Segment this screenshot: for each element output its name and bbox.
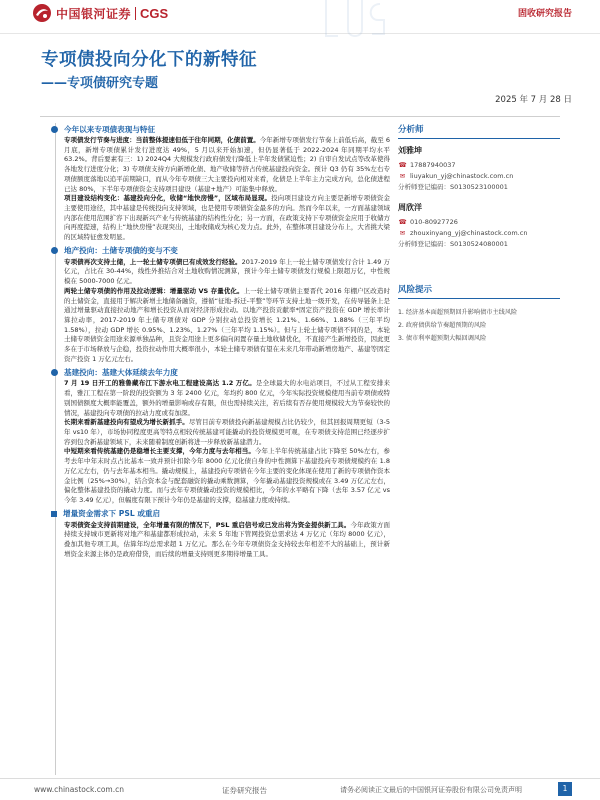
paragraph xyxy=(64,521,390,560)
section-title: 基建投向：基建大体延续去年力度 xyxy=(64,367,178,377)
paragraph-lead: 7 月 19 日开工的雅鲁藏布江下游水电工程建设高达 1.2 万亿。 xyxy=(64,379,256,388)
risk-list xyxy=(398,305,560,344)
bullet-icon xyxy=(51,126,58,133)
paragraph-lead: 专项债再次支持土储，上一轮土储专项债已有成效发行经验。 xyxy=(64,257,242,266)
sidebar xyxy=(398,123,560,344)
risk-item: 3. 债市利率超预期大幅回调风险 xyxy=(398,335,487,342)
paragraph xyxy=(64,379,390,418)
paragraph xyxy=(64,447,390,505)
paragraph-text: 今年新增专项债发行节奏上前低后高，截至 6 月底，新增专项债累计发行进度达 49%，5 月以来开始加速，但仍显著低于 2022-2024 年同期平均水平 63.2%。背后要素有三：1) 2024Q4 大规模发行政府债发行降低上半年发债紧迫性；2) 自审自发试点等改革使得各地发行进度分化；3) 专项债支持方向新增化债、地产收储等挤占传统基建投向资金。预计 Q3 仍有 35%左右专项债额度落地以追平前期缺口，而从今年专项债三大主要投向相对来看，化债是上半年主力完成方向，总化债进程已达 80%，下半年专项债资金支持项目建设（基建+地产）可能集中释放。 xyxy=(64,136,391,193)
logo-divider xyxy=(135,7,136,20)
analyst-cert: 分析师登记编码：S0130524080001 xyxy=(398,240,508,248)
paragraph-text: 是全球最大的水电站项目，不过从工程安排来看，雅江工程在第一阶段的投资额为 3 年 2400 亿元，年均约 800 亿元，今年实际投资规模使用当前专项债或特别国债额度大概率能覆盖，额外的增量影响或存有限，但也需持续关注，若后续有否存使用规模较大为节奏较快的情况，基建投向专项债的拉动力度或有加深。 xyxy=(64,379,391,417)
phone-icon: ☎ xyxy=(398,217,407,226)
paragraph-lead: 长期来看新基建投向有望成为增长新抓手。 xyxy=(64,418,189,427)
section-heading xyxy=(48,245,390,257)
analyst-card xyxy=(398,145,560,192)
email-link[interactable]: zhouxinyang_yj@chinastock.com.cn xyxy=(410,228,528,237)
page-footer xyxy=(0,778,600,800)
section-heading xyxy=(48,123,390,135)
disclaimer-link[interactable]: 请务必阅读正文最后的中国银河证券股份有限公司免责声明 xyxy=(340,786,522,794)
report-date: 2025 年 7 月 28 日 xyxy=(495,95,572,105)
phone-icon: ☎ xyxy=(398,160,407,169)
paragraph-text: 今年政策方面持续支持城市更新将对地产和基建都形成拉动，未来 5 年地下管网投资总需求达 4 万亿元（年均 8000 亿元），叠加其他专项工具，估算年均总需求超 1 万亿元。那么在今年专项债资金支持较去年相差不大的基础上，预计新增资金来源主体仍是政府借贷，而后续的增量支持则更多期待增量工具。 xyxy=(64,520,390,558)
paragraph xyxy=(64,418,390,447)
phone-number: 010-80927726 xyxy=(410,217,458,226)
page-number: 1 xyxy=(558,782,572,796)
paragraph-lead: 两轮土储专项债的作用及拉动逻辑：增量驱动 VS 存量优化。 xyxy=(64,286,244,295)
paragraph-lead: 专项债资金支持前期建设，全年增量有限的情况下，PSL 重启信号或已发出将为资金提供新工具。 xyxy=(64,520,351,529)
analyst-heading: 分析师 xyxy=(398,123,560,139)
bullet-icon xyxy=(51,369,58,376)
page-header xyxy=(0,0,600,34)
website-link[interactable]: www.chinastock.com.cn xyxy=(34,785,124,794)
paragraph-lead: 中短期来看传统基建仍是稳增长主要支撑，今年力度与去年相当。 xyxy=(64,447,255,456)
paragraph xyxy=(64,258,390,287)
section-title: 增量资金需求下 PSL 或重启 xyxy=(63,509,161,519)
paragraph-text: 尽管目前专项债投向新基建规模占比仍较少，但其回报周期更短（3-5 年 vs10 年），市场协同程度更高等特点相较传统基建可能撬动的投资规模更可观，在专项债支持范围已经逐步扩容到包含新基建领域下，未来随着制度创新将进一步释放新基建潜力。 xyxy=(64,418,390,446)
risk-heading: 风险提示 xyxy=(398,283,560,299)
section-infrastructure xyxy=(48,366,390,505)
analyst-email xyxy=(398,170,560,181)
paragraph-text: 投向项目建设方向主要是新增专项债资金主要使用途径，其中基建是传统投向支持领域，也是使用专项债资金最多的方向。然而今年以来，一方面基建领域内部在使用范围扩容下出现新兴产业与传统基建的结构性分化；另一方面，在政策支持下专项债资金应用于收储方向再度提速，结构上“地快房慢”表现突出，土地收储成为核心发力点。此外，在整体项目建设分布上，大省挑大梁的区域特征愈发明显。 xyxy=(64,194,391,242)
galaxy-logo-icon xyxy=(32,3,52,23)
summary-column xyxy=(48,123,390,561)
phone-number: 17887940037 xyxy=(410,160,456,169)
page-subtitle: ——专项债研究专题 xyxy=(41,76,159,91)
bullet-icon xyxy=(51,511,57,517)
email-icon: ✉ xyxy=(399,171,406,180)
analyst-phone xyxy=(398,159,560,170)
paragraph-lead: 专项债发行节奏与进度：当前整体提速但低于往年同期，化债前置。 xyxy=(64,136,260,144)
watermark-graphic xyxy=(318,0,388,40)
email-icon: ✉ xyxy=(399,228,406,237)
email-link[interactable]: liuyakun_yj@chinastock.com.cn xyxy=(410,171,514,180)
bullet-icon xyxy=(51,247,58,254)
analyst-card xyxy=(398,202,560,249)
section-title: 地产投向：土储专项债的变与不变 xyxy=(64,246,178,256)
analyst-phone xyxy=(398,216,560,227)
section-special-bond-performance xyxy=(48,123,390,243)
section-title: 今年以来专项债表现与特征 xyxy=(64,124,156,134)
analyst-name: 刘雅坤 xyxy=(398,146,422,155)
section-psl xyxy=(48,508,390,560)
section-real-estate xyxy=(48,245,390,365)
paragraph-lead: 项目建设结构变化：基建投向分化，收储“地快房慢”，区域布局显现。 xyxy=(64,194,272,203)
title-divider xyxy=(40,116,560,117)
paragraph xyxy=(64,287,390,365)
analyst-email xyxy=(398,227,560,238)
paragraph-text: 今年上半年传统基建占比下降至 50%左右，参考去年中年末时点占比基本一致并预计扣除今年 8000 亿元化债自身的中性测算下基建投向专项债规模约在 1.8 万亿元左右，仍与去年基本相当。撬动规模上，基建投向专项债在今年主要的变化体现在使用了新的专项债作资本金比例（25%→30%），结合资本金与配套融资的撬动乘数测算，今年撬动基建投资规模或在 3.49 万亿元左右，偏化整体基建投资的撬动力度。而与去年专项债撬动投资的规模相比，今年的水平略有下降（去年 3.57 亿元 vs 今年 3.49 亿元），但幅度有限下预计今年仍是基建的支撑，稳基建力度或持续。 xyxy=(64,447,391,504)
risk-item: 1. 经济基本面超预期回升影响债市主线风险 xyxy=(398,309,518,316)
analyst-name: 周欣洋 xyxy=(398,203,422,212)
logo-cgs: CGS xyxy=(140,5,169,21)
paragraph-text: 2017-2019 年上一轮土储专项债发行合计 1.49 万亿元，占比在 30-44%，线性外推结合对土地收购情况测算，预计今年土储专项债发行规模上限超万亿，中性规模在 5000-7000 亿元。 xyxy=(64,257,391,286)
report-type-label: 固收研究报告 xyxy=(517,9,572,19)
paragraph xyxy=(64,194,390,243)
section-heading xyxy=(48,508,390,520)
page-title: 专项债投向分化下的新特征 xyxy=(41,50,257,70)
section-heading xyxy=(48,366,390,378)
paragraph xyxy=(64,136,390,194)
footer-report-label: 证券研究报告 xyxy=(222,786,267,795)
brand-logo xyxy=(32,3,168,23)
paragraph-text: 上一轮土储专项债主要晋代 2016 年棚户区改造时的土储资金，直接用于解决新增土地储备融资，遵循“征地-拆迁-平整”等环节支持土地一级开发，在传导链条上是通过增量驱动直接拉动地产和增长投资从而对经济形成拉动。以地产投资贡献率*固定资产投资在 GDP 增长率计算拉动率，2017-2019 年土储专项债对 GDP 分别拉动总投资增长 1.21%、1.66%、1.88%（三年平均 1.58%），拉动 GDP 增长 0.95%、1.23%、1.27%（三年平均 1.15%）。但与上轮土储专项债不同的是，本轮土储专项债资金用途来源单独品种，且资金用途上更多偏向闲置存量土地收储优化，不直接产生新增投资，因此更多在于市场释放与企稳，投资拉动作用大概率很小，本轮土储专项债有望在未来几年带动新增房地产、基建等固定资产投资 1 万亿元左右。 xyxy=(64,286,390,363)
logo-text: 中国银河证券 xyxy=(56,6,132,21)
analyst-cert: 分析师登记编码：S0130523100001 xyxy=(398,183,508,191)
risk-item: 2. 政府债供给节奏超预期的风险 xyxy=(398,322,487,329)
